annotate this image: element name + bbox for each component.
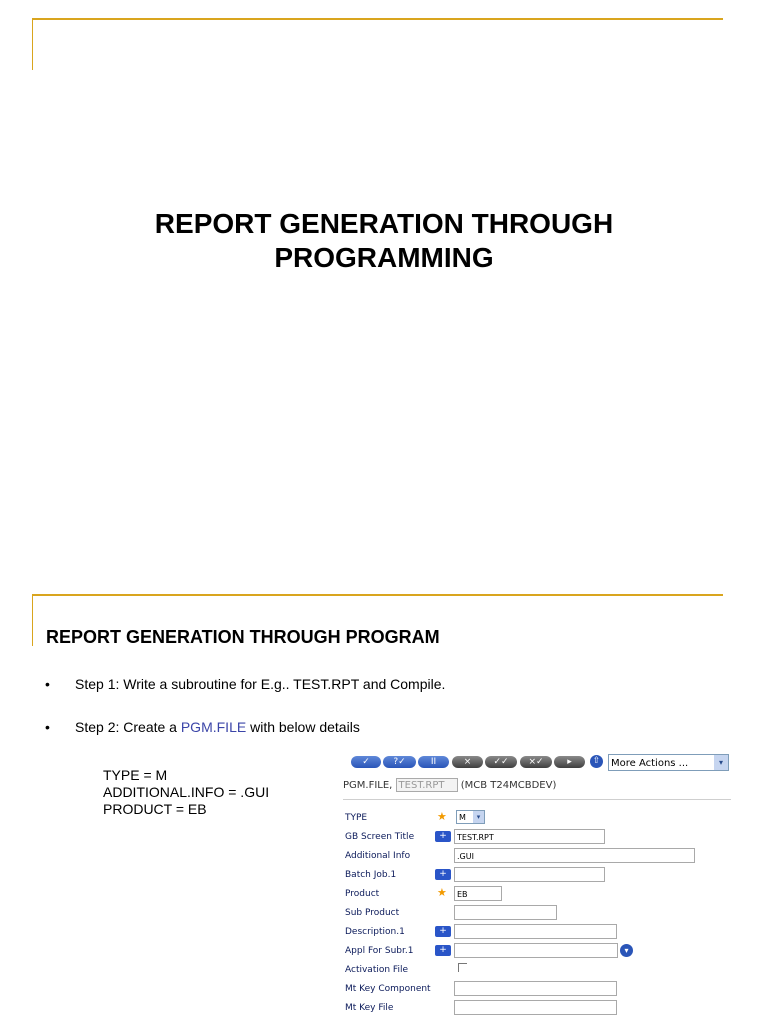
- chevron-down-icon[interactable]: ▾: [714, 755, 728, 770]
- slide-2-title: REPORT GENERATION THROUGH PROGRAM: [46, 627, 440, 647]
- field-row-type: [343, 810, 731, 829]
- batch-job-input[interactable]: [454, 867, 605, 882]
- field-row-mt-key-file: [343, 1000, 731, 1019]
- hold-button[interactable]: II: [418, 756, 449, 768]
- field-row-appl-for-subr: [343, 943, 731, 962]
- type-select-value: M: [459, 813, 466, 822]
- upload-icon[interactable]: ⇧: [590, 755, 603, 768]
- bullet-dot: •: [45, 676, 50, 692]
- type-select[interactable]: [456, 810, 485, 824]
- field-label: Mt Key Component: [345, 984, 431, 994]
- detail-product: PRODUCT = EB: [103, 801, 207, 817]
- field-row-sub-product: [343, 905, 731, 924]
- field-label: Appl For Subr.1: [345, 946, 414, 956]
- delete-button[interactable]: ×: [452, 756, 483, 768]
- step-2-suffix: with below details: [246, 719, 360, 735]
- reverse-button[interactable]: ×✓: [520, 756, 552, 768]
- field-label: Additional Info: [345, 851, 411, 861]
- expand-plus-icon[interactable]: +: [435, 926, 451, 937]
- field-row-batch-job: [343, 867, 731, 886]
- detail-type: TYPE = M: [103, 767, 168, 783]
- header-separator: [343, 799, 731, 800]
- expand-plus-icon[interactable]: +: [435, 831, 451, 842]
- chevron-down-icon[interactable]: ▾: [473, 811, 484, 823]
- record-company: (MCB T24MCBDEV): [460, 780, 557, 791]
- expand-plus-icon[interactable]: +: [435, 945, 451, 956]
- slide-2-top-rule: [32, 594, 723, 596]
- t24-toolbar: [343, 752, 731, 774]
- slide-1-title-line-2: PROGRAMMING: [274, 242, 494, 273]
- step-1-text: Step 1: Write a subroutine for E.g.. TEST.RPT and Compile.: [75, 676, 446, 692]
- activation-file-checkbox[interactable]: [458, 963, 467, 972]
- field-row-activation-file: [343, 962, 731, 981]
- slide-1-top-rule: [32, 18, 723, 20]
- field-row-gb-screen-title: [343, 829, 731, 848]
- more-actions-label: More Actions ...: [611, 758, 689, 769]
- appl-for-subr-input[interactable]: [454, 943, 618, 958]
- expand-plus-icon[interactable]: +: [435, 869, 451, 880]
- record-id-line: [343, 777, 556, 795]
- field-label: Batch Job.1: [345, 870, 397, 880]
- sub-product-input[interactable]: [454, 905, 557, 920]
- authorise-button[interactable]: ✓✓: [485, 756, 517, 768]
- slide-1-title-line-1: REPORT GENERATION THROUGH: [154, 208, 614, 239]
- description-input[interactable]: [454, 924, 617, 939]
- field-label: Activation File: [345, 965, 408, 975]
- field-label: TYPE: [345, 813, 368, 823]
- field-label: GB Screen Title: [345, 832, 415, 842]
- record-id-input[interactable]: TEST.RPT: [396, 778, 458, 792]
- pgm-file-link[interactable]: PGM.FILE: [180, 719, 247, 735]
- additional-info-input[interactable]: .GUI: [454, 848, 695, 863]
- field-label: Mt Key File: [345, 1003, 394, 1013]
- dropdown-icon[interactable]: ▾: [620, 944, 633, 957]
- pgm-file-details: [103, 767, 269, 818]
- t24-screenshot: [343, 752, 731, 1024]
- mt-key-component-input[interactable]: [454, 981, 617, 996]
- mandatory-star-icon: ★: [437, 886, 447, 899]
- field-row-additional-info: [343, 848, 731, 867]
- field-row-description: [343, 924, 731, 943]
- next-button[interactable]: ▸: [554, 756, 585, 768]
- field-label: Product: [345, 889, 380, 899]
- gb-screen-title-input[interactable]: TEST.RPT: [454, 829, 605, 844]
- bullet-dot: •: [45, 719, 50, 735]
- field-label: Sub Product: [345, 908, 400, 918]
- field-row-mt-key-component: [343, 981, 731, 1000]
- slide-1-title: [60, 207, 708, 275]
- detail-additional-info: ADDITIONAL.INFO = .GUI: [103, 784, 270, 800]
- field-label: Description.1: [345, 927, 405, 937]
- step-2-text: [75, 719, 360, 735]
- product-input[interactable]: EB: [454, 886, 502, 901]
- more-actions-select[interactable]: [608, 754, 729, 771]
- mt-key-file-input[interactable]: [454, 1000, 617, 1015]
- mandatory-star-icon: ★: [437, 810, 447, 823]
- slide-2-left-rule: [32, 594, 33, 646]
- step-2-prefix: Step 2: Create a: [75, 719, 181, 735]
- commit-button[interactable]: ✓: [351, 756, 381, 768]
- validate-button[interactable]: ?✓: [383, 756, 416, 768]
- record-application: PGM.FILE,: [343, 780, 393, 791]
- slide-1-left-rule: [32, 18, 33, 70]
- field-row-product: [343, 886, 731, 905]
